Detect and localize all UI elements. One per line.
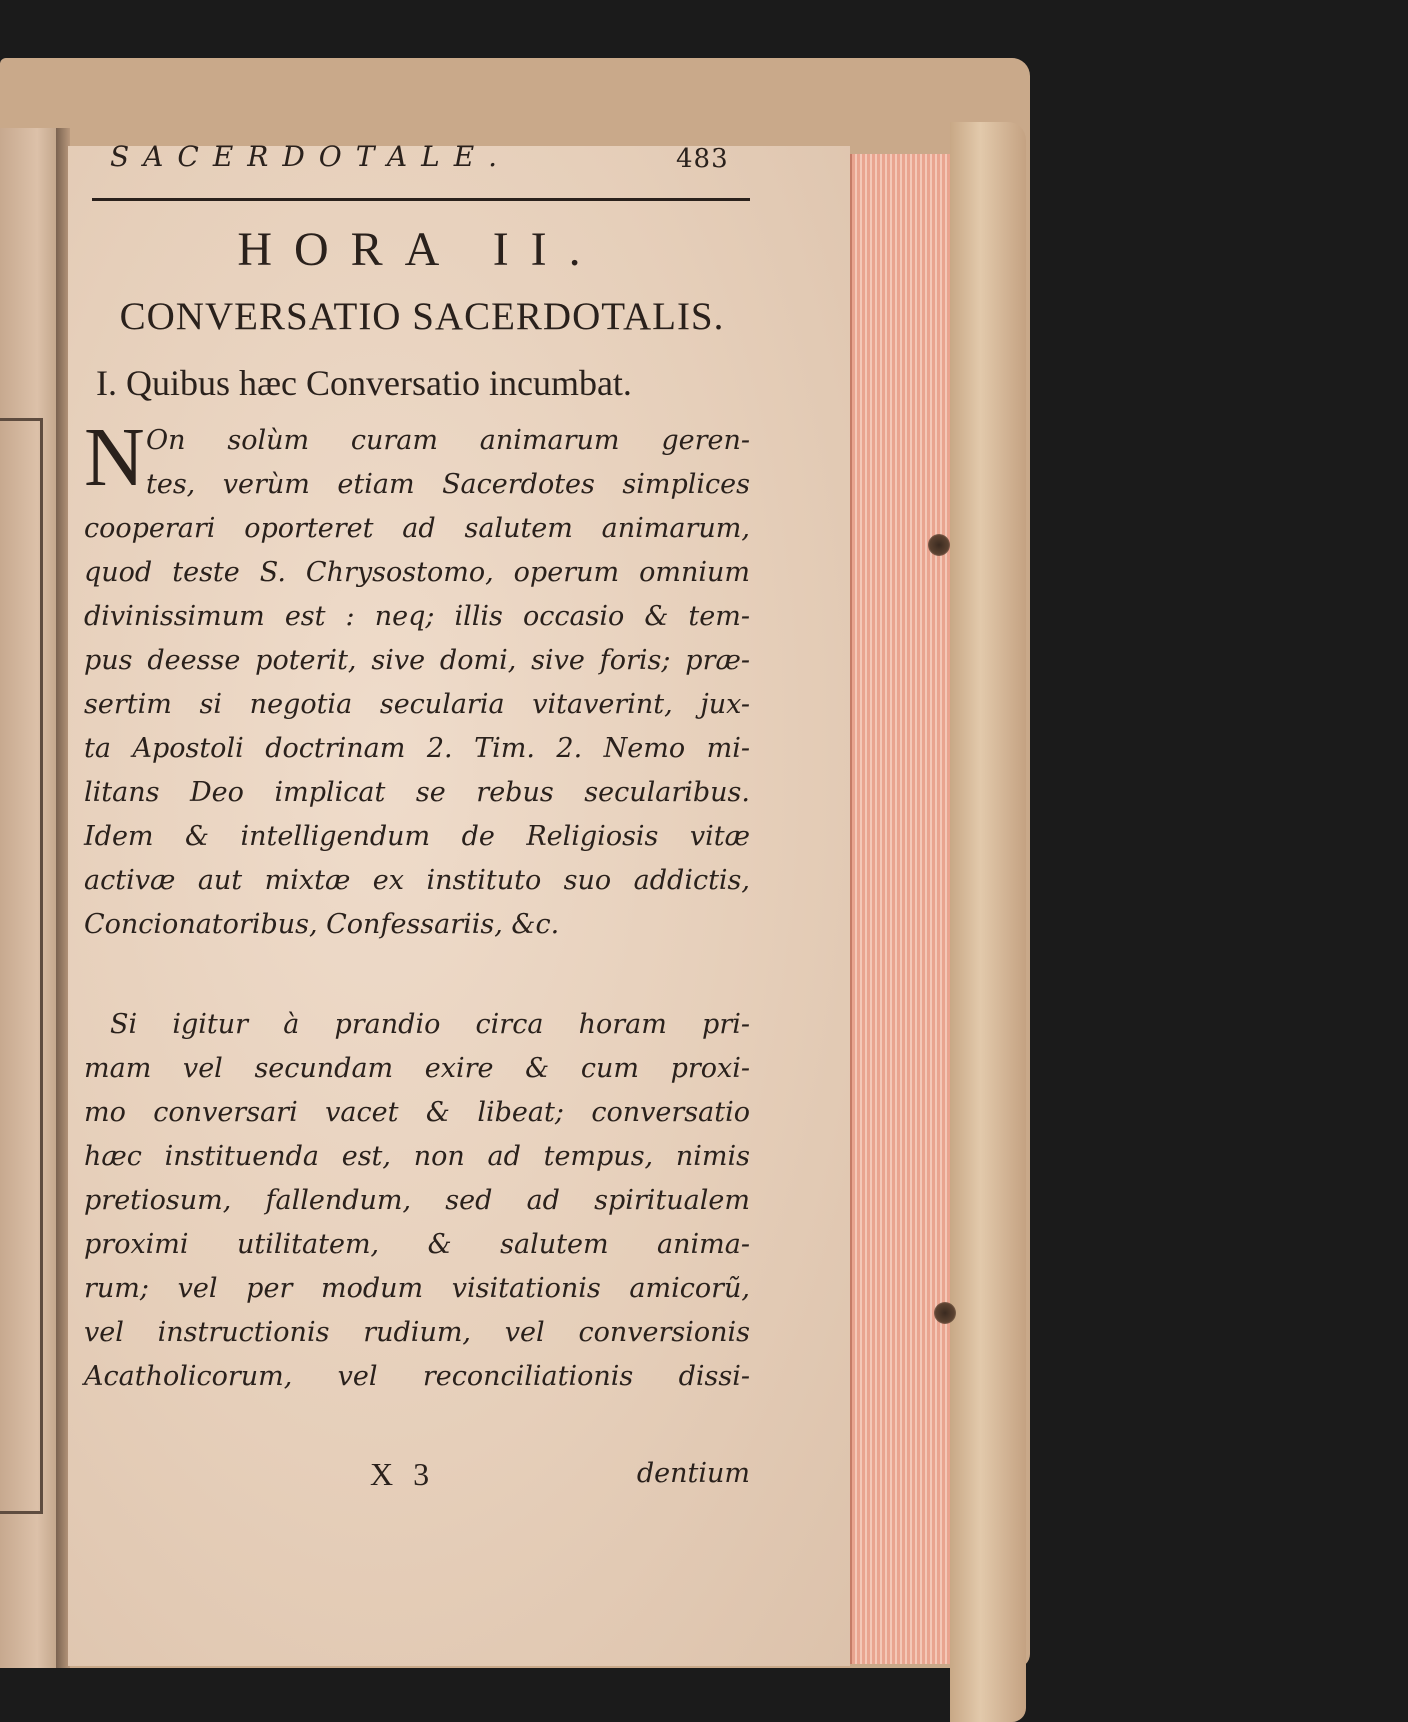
cover-edge	[950, 122, 1026, 1722]
text-line: Concionatoribus, Confessariis, &c.	[84, 909, 560, 940]
page-number: 483	[676, 144, 729, 174]
text-line: tes, verùm etiam Sacerdotes simplices	[146, 469, 750, 500]
wormhole-spot	[934, 1302, 956, 1324]
text-line: litans Deo implicat se rebus secularibus.	[84, 777, 750, 808]
text-line: Idem & intelligendum de Religiosis vitæ	[84, 821, 750, 852]
drop-cap: N	[84, 411, 145, 504]
running-head: SACERDOTALE.	[110, 140, 512, 173]
text-line: vel instructionis rudium, vel conversionis	[84, 1317, 750, 1348]
header-rule	[92, 198, 750, 201]
page-edges-red	[850, 154, 952, 1664]
wormhole-spot	[928, 534, 950, 556]
section-title: CONVERSATIO SACERDOTALIS.	[119, 295, 725, 338]
page-footer	[84, 1456, 750, 1500]
text-line: cooperari oporteret ad salutem animarum,	[84, 513, 750, 544]
text-line: quod teste S. Chrysostomo, operum omnium	[84, 557, 750, 588]
text-line: Acatholicorum, vel reconciliationis dissi-	[84, 1361, 750, 1392]
text-line: mo conversari vacet & libeat; conversatio	[84, 1097, 750, 1128]
catchword: dentium	[636, 1458, 750, 1489]
hora-heading: HORA II.	[237, 223, 603, 276]
subsection-title: I. Quibus hæc Conversatio incumbat.	[96, 363, 632, 403]
text-line: mam vel secundam exire & cum proxi-	[84, 1053, 750, 1084]
text-line: ta Apostoli doctrinam 2. Tim. 2. Nemo mi-	[84, 733, 750, 764]
text-line: Si igitur à prandio circa horam pri-	[110, 1009, 750, 1040]
text-line: hæc instituenda est, non ad tempus, nimis	[84, 1141, 750, 1172]
text-line: proximi utilitatem, & salutem anima-	[84, 1229, 750, 1260]
signature-mark: X 3	[370, 1456, 436, 1492]
left-page-border-frame	[0, 418, 43, 1514]
left-page-edge	[0, 128, 64, 1668]
text-line: On solùm curam animarum geren-	[146, 425, 750, 456]
text-line: rum; vel per modum visitationis amicorũ,	[84, 1273, 750, 1304]
text-line: pus deesse poterit, sive domi, sive foris; præ-	[84, 645, 750, 676]
text-line: sertim si negotia secularia vitaverint, jux-	[84, 689, 750, 720]
text-line: divinissimum est : neq; illis occasio & tem-	[84, 601, 750, 632]
text-line: activæ aut mixtæ ex instituto suo addictis,	[84, 865, 750, 896]
text-line: pretiosum, fallendum, sed ad spiritualem	[84, 1185, 750, 1216]
